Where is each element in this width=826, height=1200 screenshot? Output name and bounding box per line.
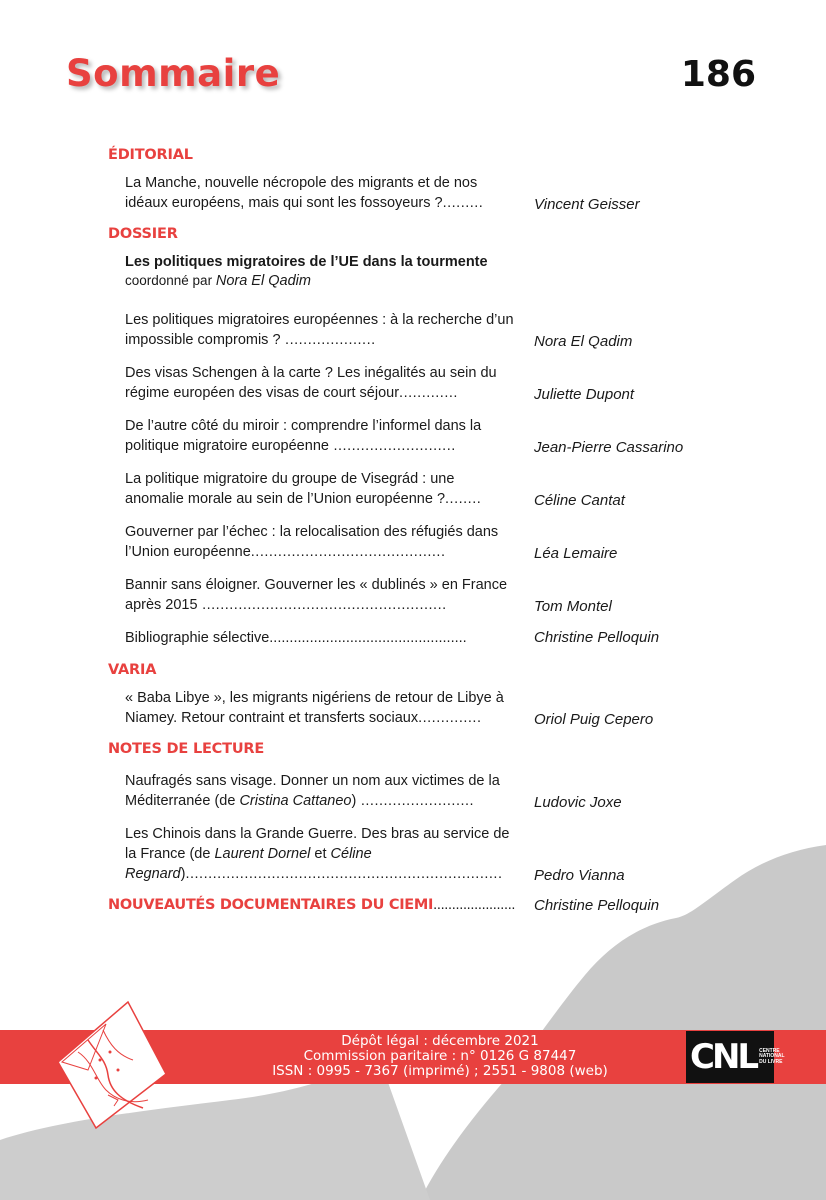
section-heading-editorial: ÉDITORIAL <box>108 147 193 163</box>
toc-entry[interactable] <box>125 469 728 511</box>
entry-title: La politique migratoire du groupe de Visegrád : une anomalie morale au sein de l’Union européenne ? <box>125 471 455 507</box>
entry-author: Pedro Vianna <box>534 867 625 884</box>
entry-title: Bibliographie sélective <box>125 630 270 646</box>
entry-title-italic: Cristina Cattaneo <box>239 793 352 809</box>
entry-title: Gouverner par l’échec : la relocalisation des réfugiés dans l’Union européenne <box>125 524 499 560</box>
entry-author: Ludovic Joxe <box>534 794 622 811</box>
toc-entry-news[interactable] <box>108 897 728 919</box>
leader-dots: ................................................. <box>269 630 467 646</box>
toc-entry[interactable] <box>125 688 728 730</box>
entry-title-mid: et <box>310 846 331 862</box>
dossier-title: Les politiques migratoires de l’UE dans la tourmente <box>125 254 488 270</box>
leader-dots: ...................................................................... <box>185 866 503 882</box>
leader-dots: .................... <box>280 332 376 348</box>
entry-author: Christine Pelloquin <box>534 897 660 914</box>
leader-dots: ........................... <box>328 438 456 454</box>
entry-title-italic: Céline Regnard <box>125 846 372 882</box>
entry-author: Juliette Dupont <box>534 386 635 403</box>
cnl-subtitle: CENTRE NATIONAL DU LIVRE <box>759 1047 785 1065</box>
entry-author: Christine Pelloquin <box>534 629 660 646</box>
coordinator-prefix: coordonné par <box>125 273 213 288</box>
entry-title: Bannir sans éloigner. Gouverner les « dublinés » en France après 2015 <box>125 577 508 613</box>
table-of-contents <box>108 147 728 919</box>
entry-title-end: ) <box>180 866 186 882</box>
commission-paritaire: Commission paritaire : n° 0126 G 87447 <box>303 1048 577 1064</box>
toc-entry-bibliography[interactable] <box>125 628 728 650</box>
entry-title: Naufragés sans visage. Donner un nom aux victimes de la Méditerranée (de <box>125 773 500 809</box>
leader-dots: ......................... <box>356 793 475 809</box>
entry-author: Tom Montel <box>534 598 612 615</box>
section-heading-dossier: DOSSIER <box>108 226 178 242</box>
entry-author: Jean-Pierre Cassarino <box>534 439 684 456</box>
section-heading-notes: NOTES DE LECTURE <box>108 741 265 757</box>
entry-author: Oriol Puig Cepero <box>534 711 654 728</box>
cnl-letters: CNL <box>690 1037 757 1077</box>
entry-title: « Baba Libye », les migrants nigériens de retour de Libye à Niamey. Retour contraint et transferts sociaux <box>125 690 504 726</box>
toc-entry[interactable] <box>125 310 728 352</box>
entry-title-italic: Laurent Dornel <box>214 846 311 862</box>
toc-entry[interactable] <box>125 173 728 215</box>
toc-entry[interactable] <box>125 824 728 886</box>
entry-title: La Manche, nouvelle nécropole des migrants et de nos idéaux européens, mais qui sont les fossoyeurs ? <box>125 175 478 211</box>
entry-author: Vincent Geisser <box>534 196 640 213</box>
entry-title: Les politiques migratoires européennes : à la recherche d’un impossible compromis ? <box>125 312 514 348</box>
leader-dots: .............. <box>418 710 482 726</box>
footer-legal-text <box>240 1034 640 1079</box>
issue-number: 186 <box>680 54 756 95</box>
dossier-lead <box>125 252 728 290</box>
leader-dots: ...................................................... <box>197 597 447 613</box>
cnl-logo <box>686 1031 785 1083</box>
toc-entry[interactable] <box>125 522 728 564</box>
legal-deposit: Dépôt légal : décembre 2021 <box>341 1033 539 1049</box>
entry-title: De l’autre côté du miroir : comprendre l’informel dans la politique migratoire européenne <box>125 418 482 454</box>
coordinator-name: Nora El Qadim <box>215 273 311 289</box>
toc-entry[interactable] <box>125 771 728 813</box>
page-title: Sommaire <box>66 52 281 95</box>
toc-entry[interactable] <box>125 575 728 617</box>
entry-title: Des visas Schengen à la carte ? Les inégalités au sein du régime européen des visas de court séjour <box>125 365 497 401</box>
entry-author: Nora El Qadim <box>534 333 633 350</box>
issn: ISSN : 0995 - 7367 (imprimé) ; 2551 - 9808 (web) <box>272 1063 608 1079</box>
journal-logo-icon <box>48 1000 168 1130</box>
leader-dots: ......... <box>442 195 484 211</box>
entry-author: Céline Cantat <box>534 492 625 509</box>
toc-entry[interactable] <box>125 363 728 405</box>
leader-dots: ........................................... <box>250 544 446 560</box>
section-heading-varia: VARIA <box>108 662 157 678</box>
entry-author: Léa Lemaire <box>534 545 618 562</box>
leader-dots: ............. <box>399 385 458 401</box>
toc-entry[interactable] <box>125 416 728 458</box>
entry-title: Les Chinois dans la Grande Guerre. Des bras au service de la France (de <box>125 826 510 862</box>
leader-dots: ...................... <box>433 897 516 913</box>
news-heading: NOUVEAUTÉS DOCUMENTAIRES DU CIEMI <box>108 897 434 913</box>
leader-dots: ........ <box>445 491 482 507</box>
entry-title-end: ) <box>351 793 357 809</box>
